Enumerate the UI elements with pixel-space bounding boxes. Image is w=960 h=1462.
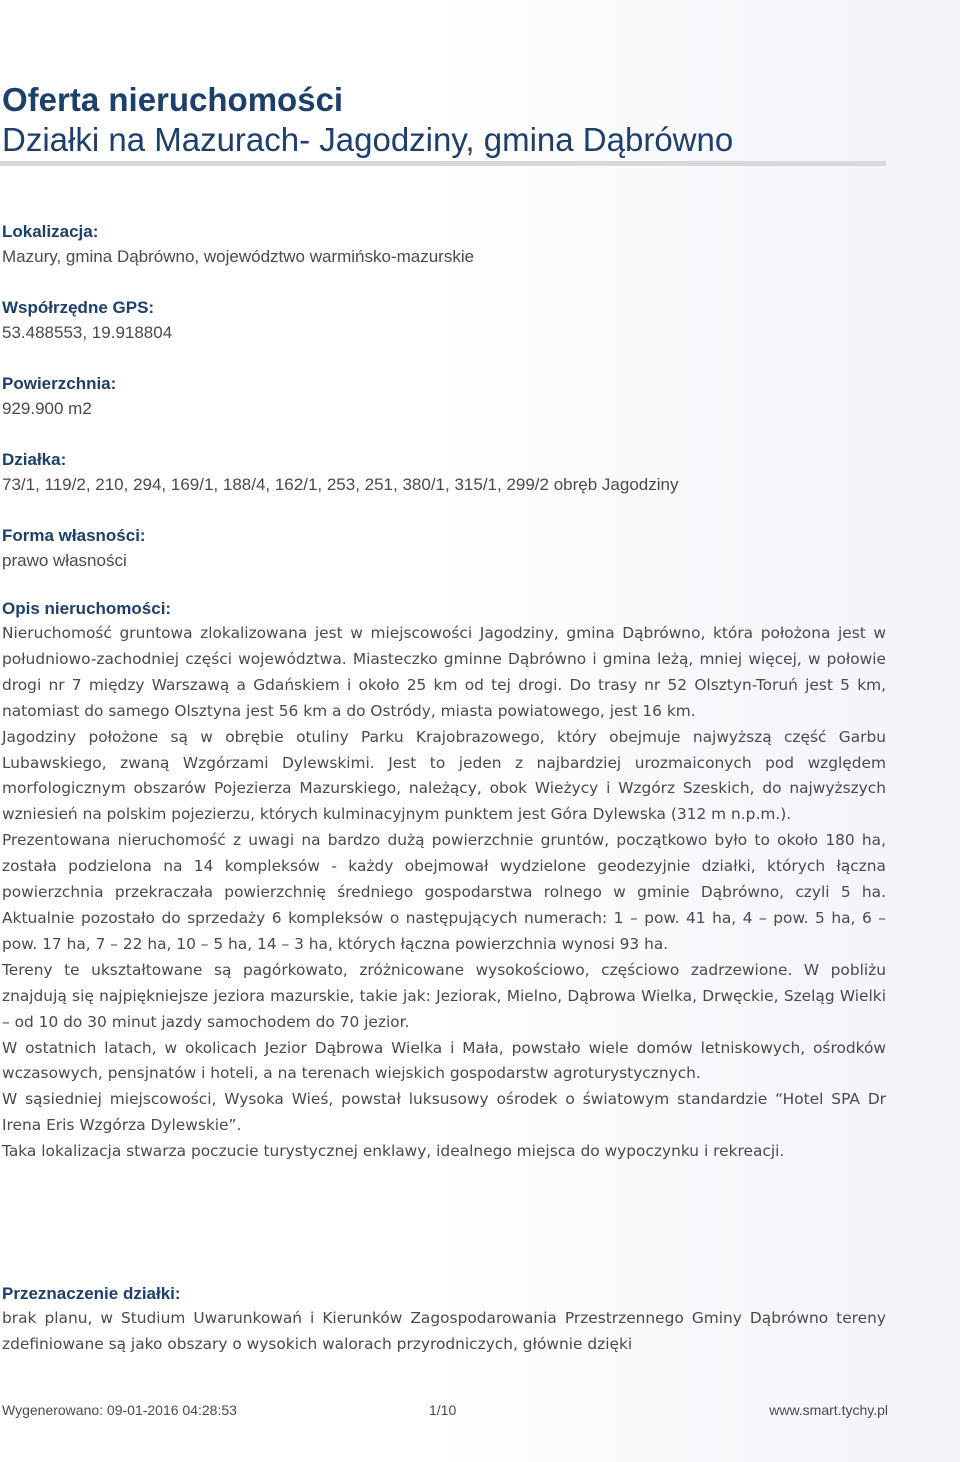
description-paragraph: Tereny te ukształtowane są pagórkowato, zróżnicowane wysokościowo, częściowo zadrzewione. W pobliżu znajdują się najpiękniejsze jeziora mazurskie, takie jak: Jeziorak, Mielno, Dąbrowa Wielka, Drwęckie, Szeląg Wielki – od 10 do 30 minut jazdy samochodem do 70 jezior.: [2, 960, 886, 1031]
location-label: Lokalizacja:: [2, 222, 99, 241]
description-label: Opis nieruchomości:: [2, 599, 172, 618]
gps-value: 53.488553, 19.918804: [2, 323, 173, 342]
title-divider: [0, 161, 886, 166]
page-footer: [2, 1402, 888, 1424]
purpose-label: Przeznaczenie działki:: [2, 1284, 181, 1303]
ownership-field: [2, 524, 886, 574]
description-field: [2, 597, 886, 1165]
title-block: [2, 80, 886, 160]
description-paragraph: Jagodziny położone są w obrębie otuliny Parku Krajobrazowego, który obejmuje najwyższą część Garbu Lubawskiego, zwaną Wzgórzami Dylewskimi. Jest to jeden z najbardziej urozmaiconych pod względem morfologicznym obszarów Pojezierza Mazurskiego, należący, obok Wieżycy i Wzgórz Szeskich, do najwyższych wzniesień na polskim pojezierzu, których kulminacyjnym punktem jest Góra Dylewska (312 m n.p.m.).: [2, 727, 886, 824]
description-paragraph: Taka lokalizacja stwarza poczucie turystycznej enklawy, idealnego miejsca do wypoczynku i rekreacji.: [2, 1142, 785, 1161]
gps-label: Współrzędne GPS:: [2, 298, 155, 317]
ownership-label: Forma własności:: [2, 526, 146, 545]
plot-value: 73/1, 119/2, 210, 294, 169/1, 188/4, 162/1, 253, 251, 380/1, 315/1, 299/2 obręb Jagodziny: [2, 475, 679, 494]
location-field: [2, 220, 886, 270]
purpose-value: brak planu, w Studium Uwarunkowań i Kierunków Zagospodarowania Przestrzennego Gminy Dąbrówno tereny zdefiniowane są jako obszary o wysokich walorach przyrodniczych, głównie dzięki: [2, 1309, 886, 1353]
plot-field: [2, 448, 886, 498]
description-paragraph: W ostatnich latach, w okolicach Jezior Dąbrowa Wielka i Mała, powstało wiele domów letniskowych, ośrodków wczasowych, pensjnatów i hoteli, a na terenach wiejskich gospodarstw agroturystycznych.: [2, 1038, 886, 1083]
gps-field: [2, 296, 886, 346]
website-link[interactable]: www.smart.tychy.pl: [769, 1402, 888, 1418]
page-title: Oferta nieruchomości: [2, 81, 344, 118]
description-text: [2, 621, 886, 1165]
purpose-field: [2, 1282, 886, 1358]
description-paragraph: Nieruchomość gruntowa zlokalizowana jest w miejscowości Jagodziny, gmina Dąbrówno, która położona jest w południowo-zachodniej części województwa. Miasteczko gminne Dąbrówno i gmina leżą, mniej więcej, w połowie drogi nr 7 między Warszawą a Gdańskiem i około 25 km od tej drogi. Do trasy nr 52 Olsztyn-Toruń jest 5 km, natomiast do samego Olsztyna jest 56 km a do Ostródy, miasta powiatowego, jest 16 km.: [2, 624, 886, 720]
description-paragraph: Prezentowana nieruchomość z uwagi na bardzo dużą powierzchnie gruntów, początkowo było to około 180 ha, została podzielona na 14 kompleksów - każdy obejmował wydzielone geodezyjnie działki, których łączna powierzchnia przekraczała powierzchnię średniego gospodarstwa rolnego w gminie Dąbrówno, czyli 5 ha. Aktualnie pozostało do sprzedaży 6 kompleksów o następujących numerach: 1 – pow. 41 ha, 4 – pow. 5 ha, 6 – pow. 17 ha, 7 – 22 ha, 10 – 5 ha, 14 – 3 ha, których łączna powierzchnia wynosi 93 ha.: [2, 831, 886, 953]
ownership-value: prawo własności: [2, 551, 127, 570]
description-paragraph: W sąsiedniej miejscowości, Wysoka Wieś, powstał luksusowy ośrodek o światowym standardzie “Hotel SPA Dr Irena Eris Wzgórza Dylewskie”.: [2, 1090, 886, 1135]
location-value: Mazury, gmina Dąbrówno, województwo warmińsko-mazurskie: [2, 247, 475, 266]
generated-timestamp: Wygenerowano: 09-01-2016 04:28:53: [2, 1402, 237, 1418]
area-field: [2, 372, 886, 422]
page-subtitle: Działki na Mazurach- Jagodziny, gmina Dąbrówno: [2, 121, 734, 158]
plot-label: Działka:: [2, 450, 67, 469]
page-number: 1/10: [429, 1402, 457, 1418]
area-label: Powierzchnia:: [2, 374, 117, 393]
area-value: 929.900 m2: [2, 399, 92, 418]
